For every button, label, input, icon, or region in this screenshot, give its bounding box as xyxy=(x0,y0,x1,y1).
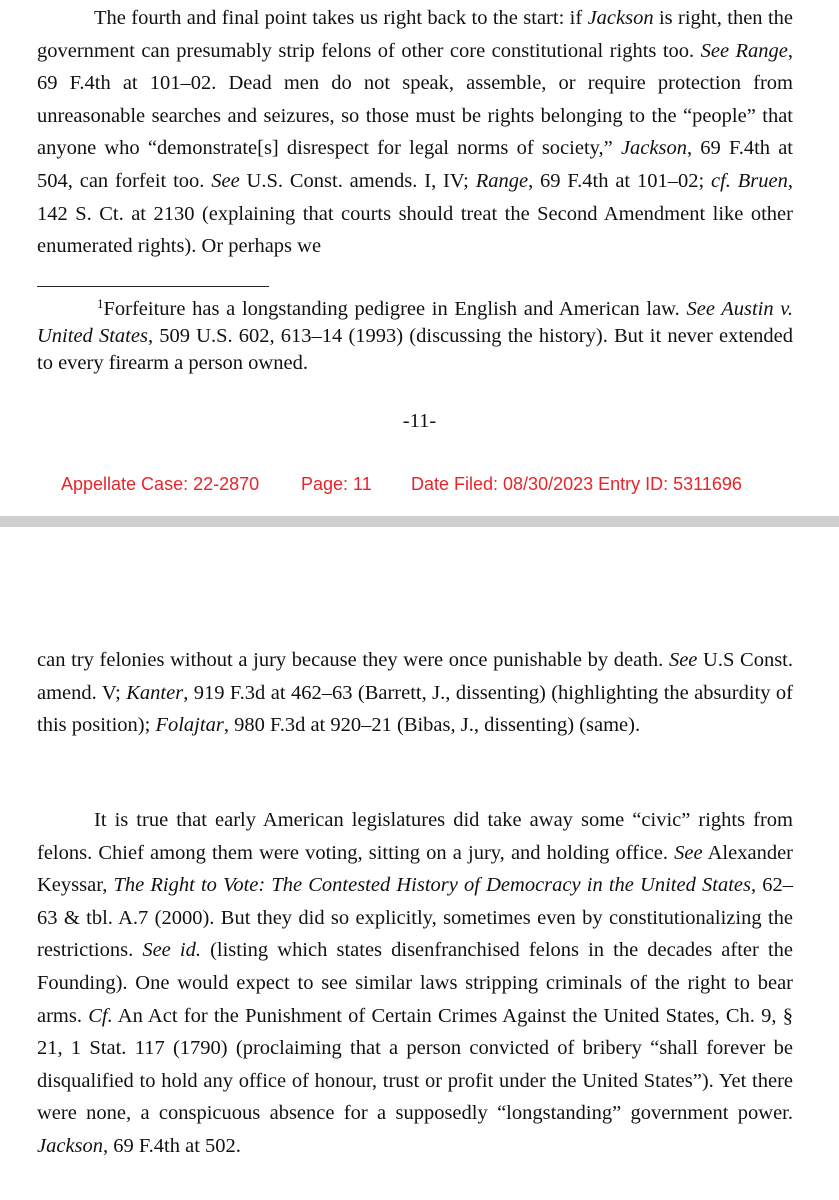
text-run: An Act for the Punishment of Certain Crimes Against the United States, Ch. 9, § 21, 1 Stat. 117 (1790) (proclaiming that a person convicted of bribery “shall forever be disqualified to hold any office of honour, trust or profit under the United States”). Yet there were none, a conspicuous absence for a supposedly “longstanding” government power. xyxy=(37,1004,793,1125)
italic-citation-run: See id. xyxy=(142,939,201,962)
italic-citation-run: See xyxy=(668,649,698,671)
footnote-1 xyxy=(37,296,793,377)
text-run: U.S. Const. amends. I, IV; xyxy=(239,169,476,192)
text-run: can try felonies without a jury because they were once punishable by death. xyxy=(37,649,669,671)
footnote-separator-rule xyxy=(37,286,269,287)
italic-citation-run: Jackson xyxy=(37,1134,104,1157)
text-run: , 69 F.4th at 101–02. Dead men do not speak, assemble, or require protection from unreasonable searches and seizures, so those must be rights belonging to the “people” that anyone who “demonstrate[s] disrespect for legal norms of society,” xyxy=(37,39,794,160)
italic-citation-run: The Right to Vote: The Contested History of Democracy in the United States xyxy=(113,874,751,897)
text-run: , 919 F.3d at 462–63 (Barrett, J., dissenting) (highlighting the absurdity of this position); xyxy=(37,681,793,737)
page-number: -11- xyxy=(402,410,437,432)
text-run: Alexander Keyssar, xyxy=(37,841,793,897)
text-run: , 69 F.4th at 502. xyxy=(103,1134,241,1157)
text-run: (listing which states disenfranchised felons in the decades after the Founding). One would expect to see similar laws stripping criminals of the right to bear arms. xyxy=(37,939,793,1027)
text-run: , 62–63 & tbl. A.7 (2000). But they did so explicitly, sometimes even by constitutionalizing the restrictions. xyxy=(37,874,794,962)
text-run: The fourth and final point takes us right back to the start: if xyxy=(94,7,588,29)
text-run: , 69 F.4th at 101–02; xyxy=(528,169,711,192)
italic-citation-run: See xyxy=(211,169,240,192)
text-run: , 509 U.S. 602, 613–14 (1993) (discussing the history). But it never extended to every firearm a person owned. xyxy=(37,325,794,374)
text-run: It is true that early American legislatures did take away some “civic” rights from felons. Chief among them were voting, sitting on a jury, and holding office. xyxy=(37,809,793,864)
text-run: , 142 S. Ct. at 2130 (explaining that courts should treat the Second Amendment like other enumerated rights). Or perhaps we xyxy=(37,169,793,258)
text-run: U.S Const. amend. V; xyxy=(37,649,794,704)
document-page-11 xyxy=(0,0,839,516)
italic-citation-run: Jackson xyxy=(587,7,654,29)
italic-citation-run: Folajtar xyxy=(155,714,224,737)
page-label: Page: 11 xyxy=(301,474,372,494)
footnote-marker: 1 xyxy=(97,296,104,311)
text-run: , 69 F.4th at 504, can forfeit too. xyxy=(37,137,793,192)
footnote-text xyxy=(37,298,793,374)
body-paragraph-civic-rights xyxy=(37,804,793,1163)
text-run: , 980 F.3d at 920–21 (Bibas, J., dissenting) (same). xyxy=(223,714,641,737)
italic-citation-run: See xyxy=(674,841,703,864)
text-run: is right, then the government can presumably strip felons of other core constitutional rights too. xyxy=(37,7,793,62)
case-number-label: Appellate Case: 22-2870 xyxy=(61,474,260,494)
italic-citation-run: Cf. xyxy=(88,1004,113,1027)
italic-citation-run: See Austin v. United States xyxy=(37,298,794,347)
italic-citation-run: Jackson xyxy=(620,137,687,160)
page-break-divider xyxy=(0,516,839,527)
italic-citation-run: See Range xyxy=(700,39,788,62)
body-paragraph-forfeit-rights xyxy=(37,2,793,263)
italic-citation-run: Range xyxy=(475,169,529,192)
italic-citation-run: Kanter xyxy=(126,681,184,704)
body-paragraph-continued xyxy=(37,644,793,742)
italic-citation-run: cf. Bruen xyxy=(711,169,788,192)
text-run: Forfeiture has a longstanding pedigree in English and American law. xyxy=(103,298,687,320)
date-filed-entry-label: Date Filed: 08/30/2023 Entry ID: 5311696 xyxy=(411,474,742,494)
